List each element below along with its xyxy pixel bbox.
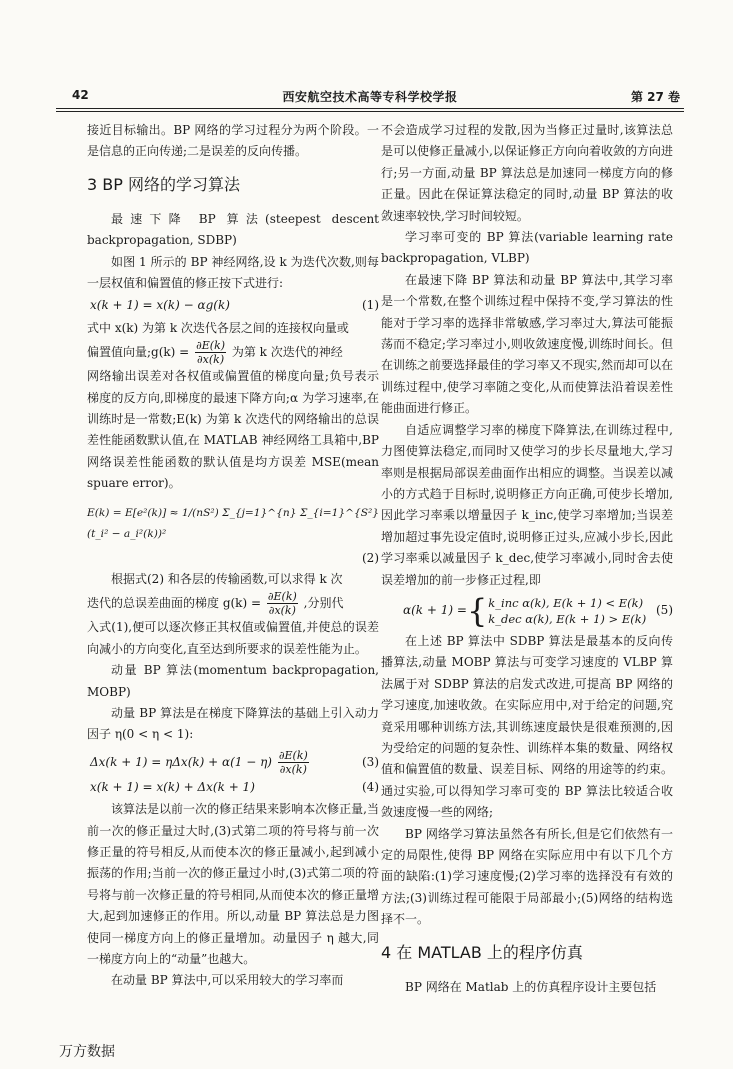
volume-label: 第 27 卷	[630, 90, 680, 104]
paragraph-where-b-end: 为第 k 次迭代的神经	[231, 345, 343, 360]
paragraph-fig1: 如图 1 所示的 BP 神经网络,设 k 为迭代次数,则每一层权值和偏置值的修正按下式进行:	[87, 254, 379, 291]
equation-5-lhs: α(k + 1) =	[403, 603, 467, 618]
equation-2-number: (2)	[362, 550, 379, 565]
section-4-heading: 4 在 MATLAB 上的程序仿真	[381, 942, 583, 962]
equation-3-body	[87, 749, 311, 776]
equation-5-cases	[488, 595, 646, 627]
equation-4-number: (4)	[362, 779, 379, 794]
paragraph-where-a: 式中 x(k) 为第 k 次迭代各层之间的连接权向量或	[87, 320, 349, 335]
equation-4-body: x(k + 1) = x(k) + Δx(k + 1)	[90, 779, 255, 794]
equation-5-number: (5)	[656, 603, 673, 618]
left-column	[87, 120, 379, 992]
equation-1	[87, 295, 379, 316]
paragraph-where-b	[87, 339, 379, 366]
gradient-fraction-2-numerator: ∂E(k)	[267, 590, 297, 604]
header-rule-secondary	[56, 111, 684, 112]
paragraph-vlbp-body: 在最速下降 BP 算法和动量 BP 算法中,其学习率是一个常数,在整个训练过程中保持不变,学习算法的性能对于学习率的选择非常敏感,学习率过大,算法可能振荡而不稳定;学习率过小,则收敛速度慢,训练时间长。但在训练之前要选择最佳的学习率又不现实,然而却可以在训练过程中,使学习率随之变化,从而使算法沿着误差性能曲面进行修正。	[381, 272, 673, 416]
gradient-fraction-2-denominator: ∂x(k)	[268, 604, 296, 618]
header-rule	[56, 108, 684, 109]
gradient-fraction-denominator: ∂x(k)	[196, 353, 225, 367]
wanfang-watermark: 万方数据	[59, 1044, 115, 1060]
paragraph-mobp-intro: 动量 BP 算法是在梯度下降算法的基础上引入动力因子 η(0 < η < 1):	[87, 705, 379, 742]
paragraph-simulation: BP 网络在 Matlab 上的仿真程序设计主要包括	[405, 979, 657, 994]
equation-1-number: (1)	[362, 298, 379, 313]
equation-5-brace: {	[466, 591, 488, 630]
equation-1-body: x(k + 1) = x(k) − αg(k)	[90, 298, 230, 313]
equation-3-number: (3)	[362, 754, 379, 769]
paragraph-comparison: 在上述 BP 算法中 SDBP 算法是最基本的反向传播算法,动量 MOBP 算法与可变学习速度的 VLBP 算法属于对 SDBP 算法的启发式改进,可提高 BP 网络的学习速度,加速收敛。在实际应用中,对于给定的问题,究竟采用哪种训练方法,其训练速度最快是很难预测的,因为受给定的问题的复杂性、训练样本集的数量、网络权值和偏置值的数量、误差目标、网络的用途等的约束。通过实验,可以得知学习率可变的 BP 算法比较适合收敛速度慢一些的网络;	[381, 633, 673, 820]
gradient-fraction-2	[267, 590, 298, 617]
equation-3-fraction	[278, 749, 309, 776]
paragraph-eq2-c: 入式(1),便可以逐次修正其权值或偏置值,并使总的误差向减小的方向变化,直至达到所要求的误差性能为止。	[87, 620, 379, 656]
paragraph-continuation: 不会造成学习过程的发散,因为当修正过量时,该算法总是可以使修正量减小,以保证修正方向向着收敛的方向进行;另一方面,动量 BP 算法总是加速同一梯度方向的修正量。因此在保证算法稳定的同时,动量 BP 算法的收敛速率较快,学习时间较短。	[381, 123, 673, 223]
paragraph-mobp-cont: 在动量 BP 算法中,可以采用较大的学习率而	[111, 973, 344, 988]
equation-3	[87, 749, 379, 776]
equation-3-lhs: Δx(k + 1) = ηΔx(k) + α(1 − η)	[90, 754, 272, 769]
equation-4	[87, 777, 379, 798]
gradient-fraction-numerator: ∂E(k)	[196, 339, 226, 353]
paragraph-where-b-start: 偏置值向量;g(k) =	[87, 345, 190, 360]
paragraph-adaptive: 自适应调整学习率的梯度下降算法,在训练过程中,力图使算法稳定,而同时又使学习的步长尽量地大,学习率则是根据局部误差曲面作出相应的调整。当误差以减小的方式趋于目标时,说明修正方向正确,可使步长增加,因此学习率乘以增量因子 k_inc,使学习率增加;当误差增加超过事先设定值时,说明修正过头,应减小步长,因此学习率乘以减量因子 k_dec,使学习率减小,同时舍去使误差增加的前一步修正过程,即	[381, 422, 673, 587]
running-header	[54, 86, 686, 108]
equation-3-fraction-numerator: ∂E(k)	[278, 748, 308, 762]
page-number: 42	[72, 88, 89, 102]
equation-5-case-1: k_inc α(k), E(k + 1) < E(k)	[488, 595, 644, 610]
paragraph-mobp-title: 动量 BP 算法(momentum backpropagation, MOBP)	[87, 663, 379, 699]
journal-title: 西安航空技术高等专科学校学报	[282, 90, 458, 104]
equation-3-fraction-denominator: ∂x(k)	[279, 762, 307, 776]
paragraph-limitations: BP 网络学习算法虽然各有所长,但是它们依然有一定的局限性,使得 BP 网络在实际应用中有以下几个方面的缺陷:(1)学习速度慢;(2)学习率的选择没有有效的方法;(3)训练过程可能限于局部最小;(5)网络的结构选择不一。	[381, 826, 673, 927]
equation-2-body: E(k) = E[e²(k)] ≈ 1/(nS²) Σ_{j=1}^{n} Σ_{i=1}^{S²} (t_i² − a_i²(k))²	[87, 506, 379, 541]
paragraph-where-c: 网络输出误差对各权值或偏置值的梯度向量;负号表示梯度的反方向,即梯度的最速下降方向;α 为学习速率,在训练时是一常数;E(k) 为第 k 次迭代的网络输出的总误差性能函数默认值,在 MATLAB 神经网络工具箱中,BP 网络误差性能函数的默认值是均方误差 MSE(mean spuare error)。	[87, 369, 379, 491]
equation-5-body	[381, 591, 647, 630]
paragraph-eq2-b-end: ,分别代	[303, 596, 344, 611]
equation-5-case-2: k_dec α(k), E(k + 1) > E(k)	[488, 611, 647, 626]
paragraph-mobp-explain: 该算法是以前一次的修正结果来影响本次修正量,当前一次的修正量过大时,(3)式第二项的符号将与前一次修正量的符号相反,从而使本次的修正量减小,起到减小振荡的作用;当前一次的修正量过小时,(3)式第二项的符号将与前一次修正量的符号相同,从而使本次的修正量增大,起到加速修正的作用。所以,动量 BP 算法总是力图使同一梯度方向上的修正量增加。动量因子 η 越大,同一梯度方向上的“动量”也越大。	[87, 802, 379, 966]
right-column	[381, 120, 673, 998]
paragraph-vlbp-title: 学习率可变的 BP 算法(variable learning rate backpropagation, VLBP)	[381, 230, 673, 266]
paragraph-intro: 接近目标输出。BP 网络的学习过程分为两个阶段。一是信息的正向传递;二是误差的反向传播。	[87, 123, 379, 159]
paragraph-eq2-b	[87, 590, 379, 617]
paragraph-eq2-b-start: 迭代的总误差曲面的梯度 g(k) =	[87, 596, 262, 611]
section-3-heading: 3 BP 网络的学习算法	[87, 174, 240, 194]
equation-5	[381, 591, 673, 630]
equation-2	[87, 503, 379, 546]
paragraph-sdbp-title: 最速下降 BP 算法(steepest descent backpropagation, SDBP)	[87, 211, 379, 248]
paragraph-eq2-a: 根据式(2) 和各层的传输函数,可以求得 k 次	[111, 571, 343, 586]
gradient-fraction	[195, 339, 226, 366]
